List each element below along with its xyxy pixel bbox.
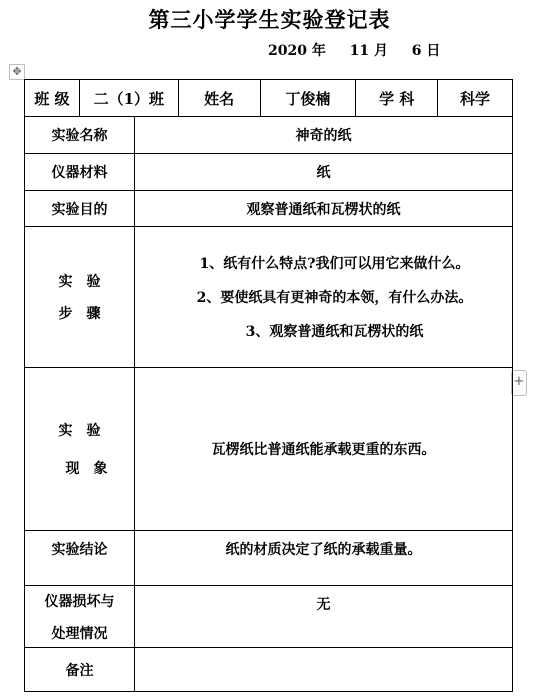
phenomenon-value[interactable]: 瓦楞纸比普通纸能承载更重的东西。 <box>135 368 513 531</box>
move-icon[interactable]: ✥ <box>9 64 25 80</box>
damage-label-line2: 处理情况 <box>51 625 108 642</box>
step-item: 3、观察普通纸和瓦楞状的纸 <box>245 324 424 340</box>
conclusion-value[interactable]: 纸的材质决定了纸的承载重量。 <box>135 531 513 586</box>
subject-value[interactable]: 科学 <box>460 89 491 108</box>
experiment-name-label: 实验名称 <box>25 117 135 154</box>
materials-label: 仪器材料 <box>25 154 135 191</box>
phenomenon-label-line1: 实 验 <box>58 423 101 439</box>
step-item: 2、要使纸具有更神奇的本领，有什么办法。 <box>196 290 473 306</box>
phenomenon-label-line2: 现 象 <box>65 461 108 477</box>
name-label: 姓名 <box>179 80 261 116</box>
damage-label-line1: 仪器损坏与 <box>44 593 115 610</box>
plus-icon[interactable]: + <box>511 370 527 396</box>
purpose-label: 实验目的 <box>25 191 135 227</box>
date-year: 2020 年 <box>268 43 326 59</box>
damage-value[interactable]: 无 <box>135 586 513 648</box>
record-date <box>268 40 440 60</box>
step-item: 1、纸有什么特点?我们可以用它来做什么。 <box>199 256 470 272</box>
date-day: 6 日 <box>411 43 441 59</box>
steps-list[interactable] <box>135 227 513 368</box>
materials-value[interactable]: 纸 <box>135 154 513 191</box>
experiment-name-value[interactable]: 神奇的纸 <box>135 117 513 154</box>
class-label: 班 级 <box>25 80 80 116</box>
damage-label <box>25 586 135 648</box>
phenomenon-label <box>25 368 135 531</box>
steps-label-line2: 步 骤 <box>58 306 101 322</box>
date-month: 11 月 <box>349 43 388 59</box>
name-value[interactable]: 丁俊楠 <box>261 80 357 116</box>
subject-label: 学 科 <box>356 80 438 116</box>
class-value[interactable]: 二（1）班 <box>80 80 179 116</box>
conclusion-label: 实验结论 <box>25 531 135 586</box>
steps-label-line1: 实 验 <box>58 274 101 290</box>
experiment-record-table <box>24 79 513 692</box>
remarks-label: 备注 <box>25 648 135 692</box>
document-title: 第三小学学生实验登记表 <box>148 7 391 32</box>
remarks-value[interactable] <box>135 648 513 692</box>
header-row <box>25 80 513 117</box>
steps-label <box>25 227 135 368</box>
purpose-value[interactable]: 观察普通纸和瓦楞状的纸 <box>135 191 513 227</box>
